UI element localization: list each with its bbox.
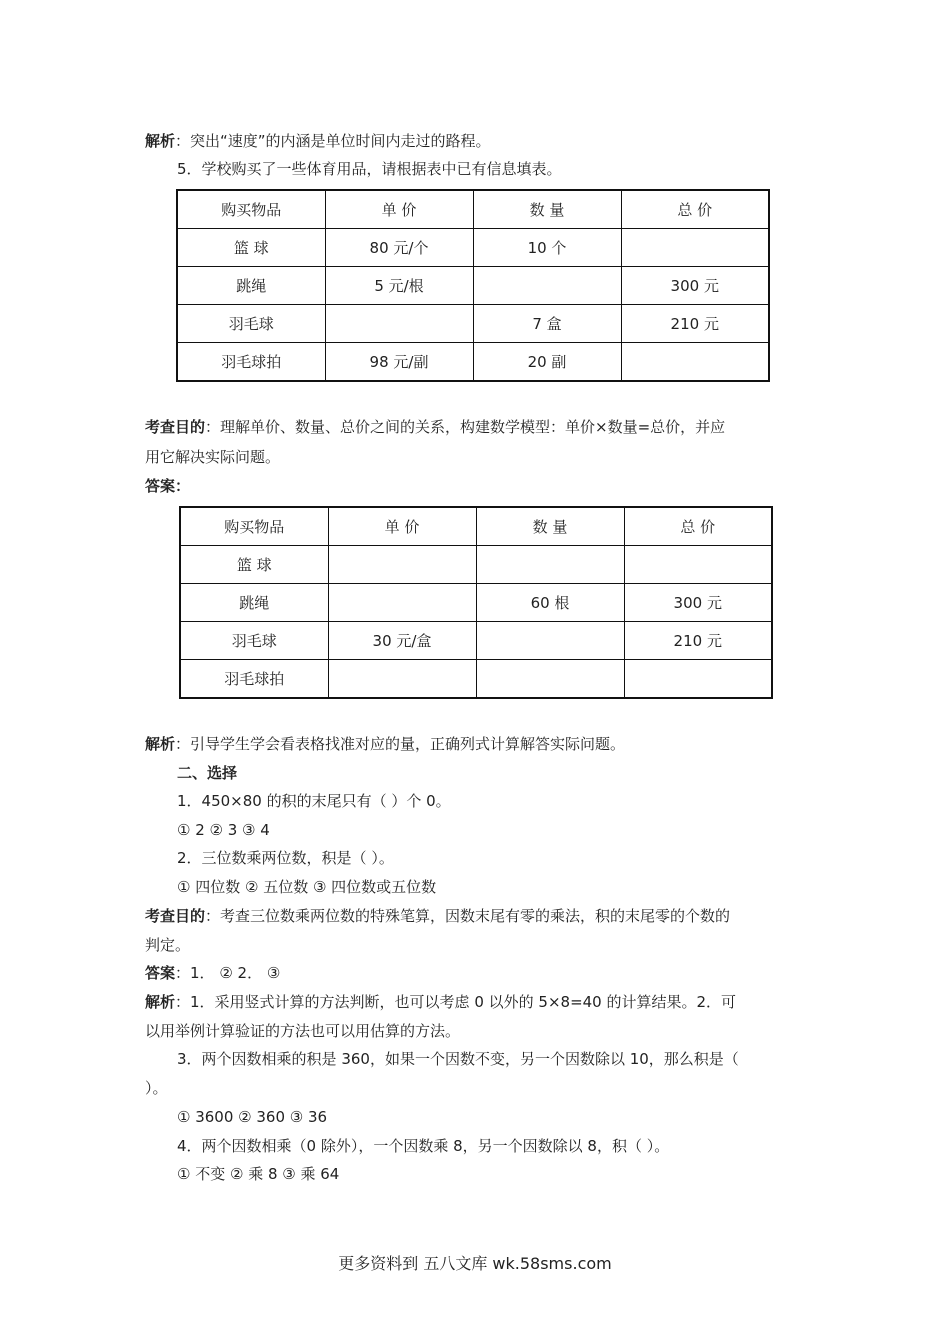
analysis-text: ：1．采用竖式计算的方法判断，也可以考虑 0 以外的 5×8=40 的计算结果。2．可: [175, 993, 737, 1011]
footer-text: 更多资料到 五八文库 wk.58sms.com: [338, 1254, 612, 1273]
answer-line: [145, 962, 280, 984]
choice-question-3: 3．两个因数相乘的积是 360，如果一个因数不变，另一个因数除以 10，那么积是（: [177, 1050, 739, 1068]
purpose-text: ：理解单价、数量、总价之间的关系，构建数学模型：单价×数量=总价，并应: [205, 418, 726, 436]
table-header-row: [180, 507, 772, 546]
analysis-text: ：突出“速度”的内涵是单位时间内走过的路程。: [175, 132, 491, 150]
table-cell: 98 元/副: [325, 343, 473, 382]
choice-question-3-cont: ）。: [145, 1079, 168, 1097]
question-5: 5．学校购买了一些体育用品，请根据表中已有信息填表。: [177, 160, 562, 178]
table-cell: [621, 343, 769, 382]
analysis-label: 解析: [145, 132, 176, 150]
table-row: [180, 660, 772, 699]
table-cell: 10 个: [473, 229, 621, 267]
table-row: [180, 546, 772, 584]
purpose-line-1: [145, 416, 725, 438]
table-row: [180, 622, 772, 660]
table-header-row: [177, 190, 769, 229]
table-cell: [328, 660, 476, 699]
purpose-label: 考查目的: [145, 418, 206, 436]
header-cell: 购买物品: [180, 507, 328, 546]
table-cell: [473, 267, 621, 305]
table-cell: 300 元: [621, 267, 769, 305]
table-cell: 篮 球: [177, 229, 325, 267]
answer-label: 答案: [145, 964, 176, 982]
table-row: [180, 584, 772, 622]
header-cell: 总 价: [624, 507, 772, 546]
purchase-table-answer: [179, 506, 773, 699]
analysis-label: 解析: [145, 735, 176, 753]
table-cell: 跳绳: [180, 584, 328, 622]
table-cell: 羽毛球拍: [177, 343, 325, 382]
table-cell: [624, 660, 772, 699]
table-cell: [476, 622, 624, 660]
table-row: [177, 343, 769, 382]
table-cell: 7 盒: [473, 305, 621, 343]
table-cell: 210 元: [624, 622, 772, 660]
answer-text: ：1． ② 2． ③: [175, 964, 281, 982]
answer-heading: 答案：: [145, 477, 191, 495]
choice-question-4: 4．两个因数相乘（0 除外），一个因数乘 8，另一个因数除以 8，积（ ）。: [177, 1137, 670, 1155]
table-cell: 80 元/个: [325, 229, 473, 267]
table-cell: [325, 305, 473, 343]
table-cell: 60 根: [476, 584, 624, 622]
analysis-label: 解析: [145, 993, 176, 1011]
answer-label: 答案: [145, 477, 176, 495]
choice-options-1: ① 2 ② 3 ③ 4: [177, 821, 270, 839]
purpose-label: 考查目的: [145, 907, 206, 925]
choice-options-3: ① 3600 ② 360 ③ 36: [177, 1108, 328, 1126]
table-cell: 羽毛球: [177, 305, 325, 343]
header-cell: 单 价: [325, 190, 473, 229]
choice-options-4: ① 不变 ② 乘 8 ③ 乘 64: [177, 1165, 340, 1183]
table-cell: 篮 球: [180, 546, 328, 584]
table-row: [177, 305, 769, 343]
table-cell: 210 元: [621, 305, 769, 343]
purpose-line-2: 用它解决实际问题。: [145, 448, 281, 466]
table-cell: 30 元/盒: [328, 622, 476, 660]
table-cell: 5 元/根: [325, 267, 473, 305]
table-row: [177, 267, 769, 305]
header-cell: 数 量: [473, 190, 621, 229]
purpose-line-4: 判定。: [145, 936, 191, 954]
purpose-text: ：考查三位数乘两位数的特殊笔算，因数末尾有零的乘法，积的末尾零的个数的: [205, 907, 731, 925]
table-cell: 20 副: [473, 343, 621, 382]
analysis-text: ：引导学生学会看表格找准对应的量，正确列式计算解答实际问题。: [175, 735, 626, 753]
section-heading: 二、选择: [177, 764, 238, 782]
table-cell: [621, 229, 769, 267]
choice-question-1: 1．450×80 的积的末尾只有（ ）个 0。: [177, 792, 451, 810]
header-cell: 总 价: [621, 190, 769, 229]
table-row: [177, 229, 769, 267]
table-cell: 羽毛球拍: [180, 660, 328, 699]
header-cell: 单 价: [328, 507, 476, 546]
table-cell: [328, 584, 476, 622]
purpose-line-3: [145, 905, 730, 927]
analysis-line-1: [145, 130, 491, 152]
table-cell: 羽毛球: [180, 622, 328, 660]
table-cell: [328, 546, 476, 584]
choice-options-2: ① 四位数 ② 五位数 ③ 四位数或五位数: [177, 878, 437, 896]
table-cell: [476, 660, 624, 699]
header-cell: 购买物品: [177, 190, 325, 229]
purchase-table-question: [176, 189, 770, 382]
header-cell: 数 量: [476, 507, 624, 546]
choice-question-2: 2．三位数乘两位数，积是（ ）。: [177, 849, 394, 867]
table-cell: [624, 546, 772, 584]
table-cell: 跳绳: [177, 267, 325, 305]
analysis-line-4: 以用举例计算验证的方法也可以用估算的方法。: [145, 1022, 461, 1040]
table-cell: [476, 546, 624, 584]
table-cell: 300 元: [624, 584, 772, 622]
analysis-line-2: [145, 733, 625, 755]
analysis-line-3: [145, 991, 736, 1013]
